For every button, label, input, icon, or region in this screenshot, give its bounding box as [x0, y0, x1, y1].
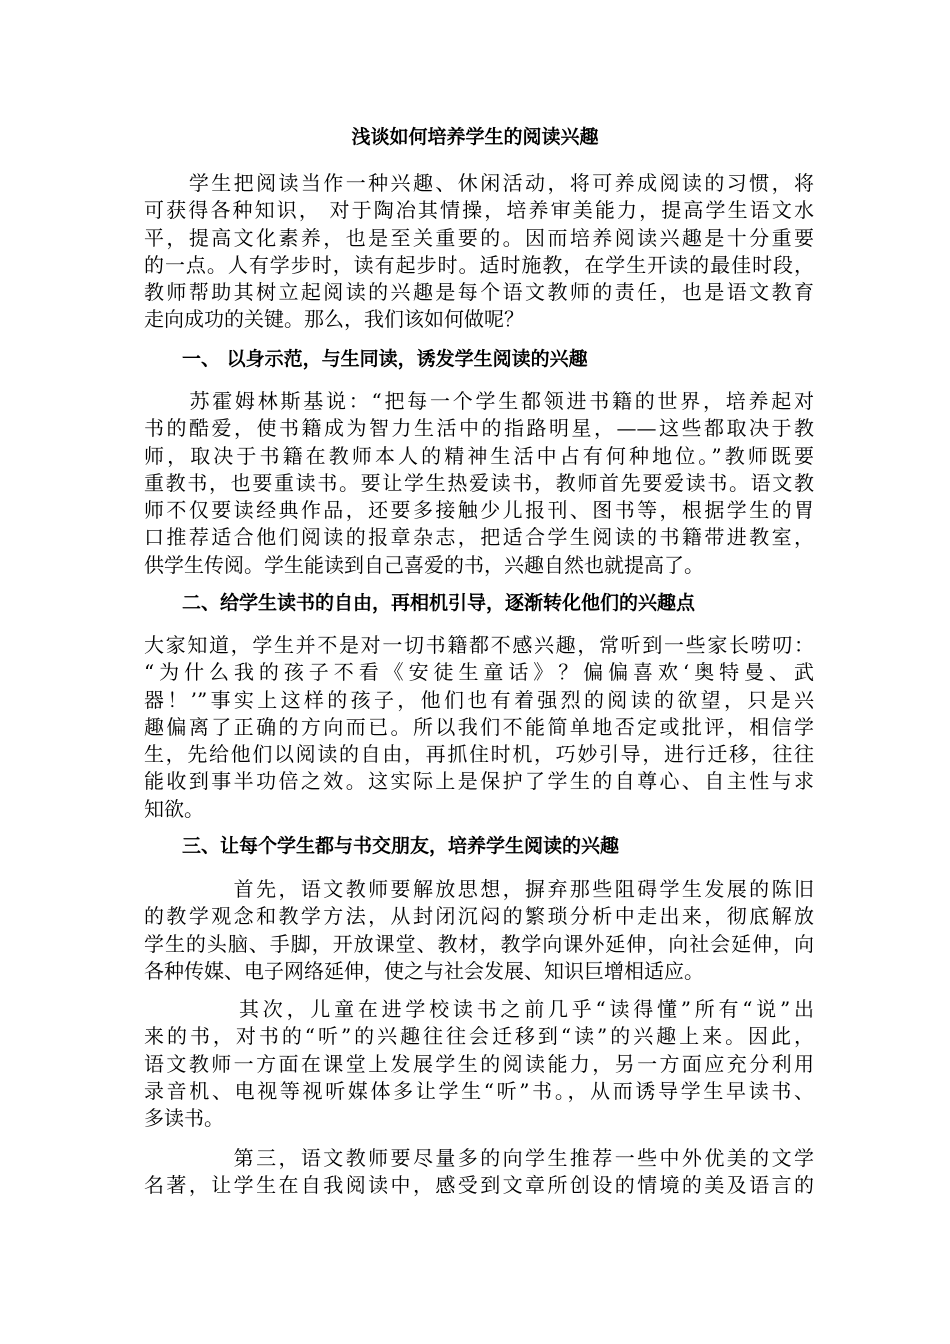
text-line: 可获得各种知识， 对于陶冶其情操，培养审美能力，提高学生语文水: [144, 198, 814, 223]
section-3-paragraph-1: [144, 876, 814, 985]
text-line: 的教学观念和教学方法，从封闭沉闷的繁琐分析中走出来，彻底解放: [144, 904, 814, 929]
text-line: 语文教师一方面在课堂上发展学生的阅读能力，另一方面应充分利用: [144, 1051, 814, 1076]
document-title: 浅谈如何培养学生的阅读兴趣: [351, 126, 599, 148]
text-line: 重教书，也要重读书。要让学生热爱读书，教师首先要爱读书。语文教: [144, 470, 814, 495]
text-line: 多读书。: [144, 1106, 224, 1131]
text-line: 录音机、电视等视听媒体多让学生“听”书。，从而诱导学生早读书、: [144, 1078, 814, 1103]
text-line: 能收到事半功倍之效。这实际上是保护了学生的自尊心、自主性与求: [144, 769, 814, 794]
section-1-paragraph: [144, 388, 814, 579]
text-line: 学生把阅读当作一种兴趣、休闲活动，将可养成阅读的习惯，将: [144, 171, 814, 195]
text-line: “为什么我的孩子不看《安徒生童话》？偏偏喜欢‘奥特曼、武: [144, 660, 814, 685]
text-line: 其次，儿童在进学校读书之前几乎“读得懂”所有“说”出: [144, 997, 814, 1021]
text-line: 大家知道，学生并不是对一切书籍都不感兴趣，常听到一些家长唠叨：: [144, 633, 814, 657]
section-1-heading: 一、 以身示范，与生同读，诱发学生阅读的兴趣: [144, 348, 588, 370]
intro-paragraph: [144, 170, 814, 334]
text-line: 书的酷爱，使书籍成为智力生活中的指路明星，——这些都取决于教: [144, 416, 814, 441]
text-line: 器！’”事实上这样的孩子，他们也有着强烈的阅读的欲望，只是兴: [144, 687, 814, 712]
text-line: 趣偏离了正确的方向而已。所以我们不能简单地否定或批评，相信学: [144, 714, 814, 739]
text-line: 口推荐适合他们阅读的报章杂志，把适合学生阅读的书籍带进教室，: [144, 525, 814, 550]
text-line: 师不仅要读经典作品，还要多接触少儿报刊、图书等，根据学生的胃: [144, 498, 814, 523]
section-3-heading: 三、让每个学生都与书交朋友，培养学生阅读的兴趣: [144, 835, 620, 857]
section-3-paragraph-3: [144, 1145, 814, 1200]
text-line: 学生的头脑、手脚，开放课堂、教材，教学向课外延伸，向社会延伸，向: [144, 931, 814, 956]
text-line: 第三，语文教师要尽量多的向学生推荐一些中外优美的文学: [144, 1146, 814, 1170]
text-line: 师，取决于书籍在教师本人的精神生活中占有何种地位。”教师既要: [144, 443, 814, 468]
text-line: 的一点。人有学步时，读有起步时。适时施教，在学生开读的最佳时段，: [144, 252, 814, 277]
text-line: 知欲。: [144, 796, 204, 821]
section-2-paragraph: [144, 632, 814, 823]
text-line: 走向成功的关键。那么，我们该如何做呢？: [144, 307, 524, 332]
text-line: 来的书，对书的“听”的兴趣往往会迁移到“读”的兴趣上来。因此，: [144, 1024, 814, 1049]
section-2-heading: 二、给学生读书的自由，再相机引导，逐渐转化他们的兴趣点: [144, 592, 696, 614]
text-line: 苏霍姆林斯基说：“把每一个学生都领进书籍的世界，培养起对: [144, 389, 814, 413]
text-line: 生，先给他们以阅读的自由，再抓住时机，巧妙引导，进行迁移，往往: [144, 742, 814, 767]
text-line: 平，提高文化素养，也是至关重要的。因而培养阅读兴趣是十分重要: [144, 225, 814, 250]
text-line: 首先，语文教师要解放思想，摒弃那些阻碍学生发展的陈旧: [144, 877, 814, 901]
text-line: 名著，让学生在自我阅读中，感受到文章所创设的情境的美及语言的: [144, 1173, 814, 1198]
text-line: 供学生传阅。学生能读到自己喜爱的书，兴趣自然也就提高了。: [144, 552, 704, 577]
section-3-paragraph-2: [144, 996, 814, 1132]
text-line: 教师帮助其树立起阅读的兴趣是每个语文教师的责任，也是语文教育: [144, 280, 814, 305]
text-line: 各种传媒、电子网络延伸，使之与社会发展、知识巨增相适应。: [144, 958, 704, 983]
